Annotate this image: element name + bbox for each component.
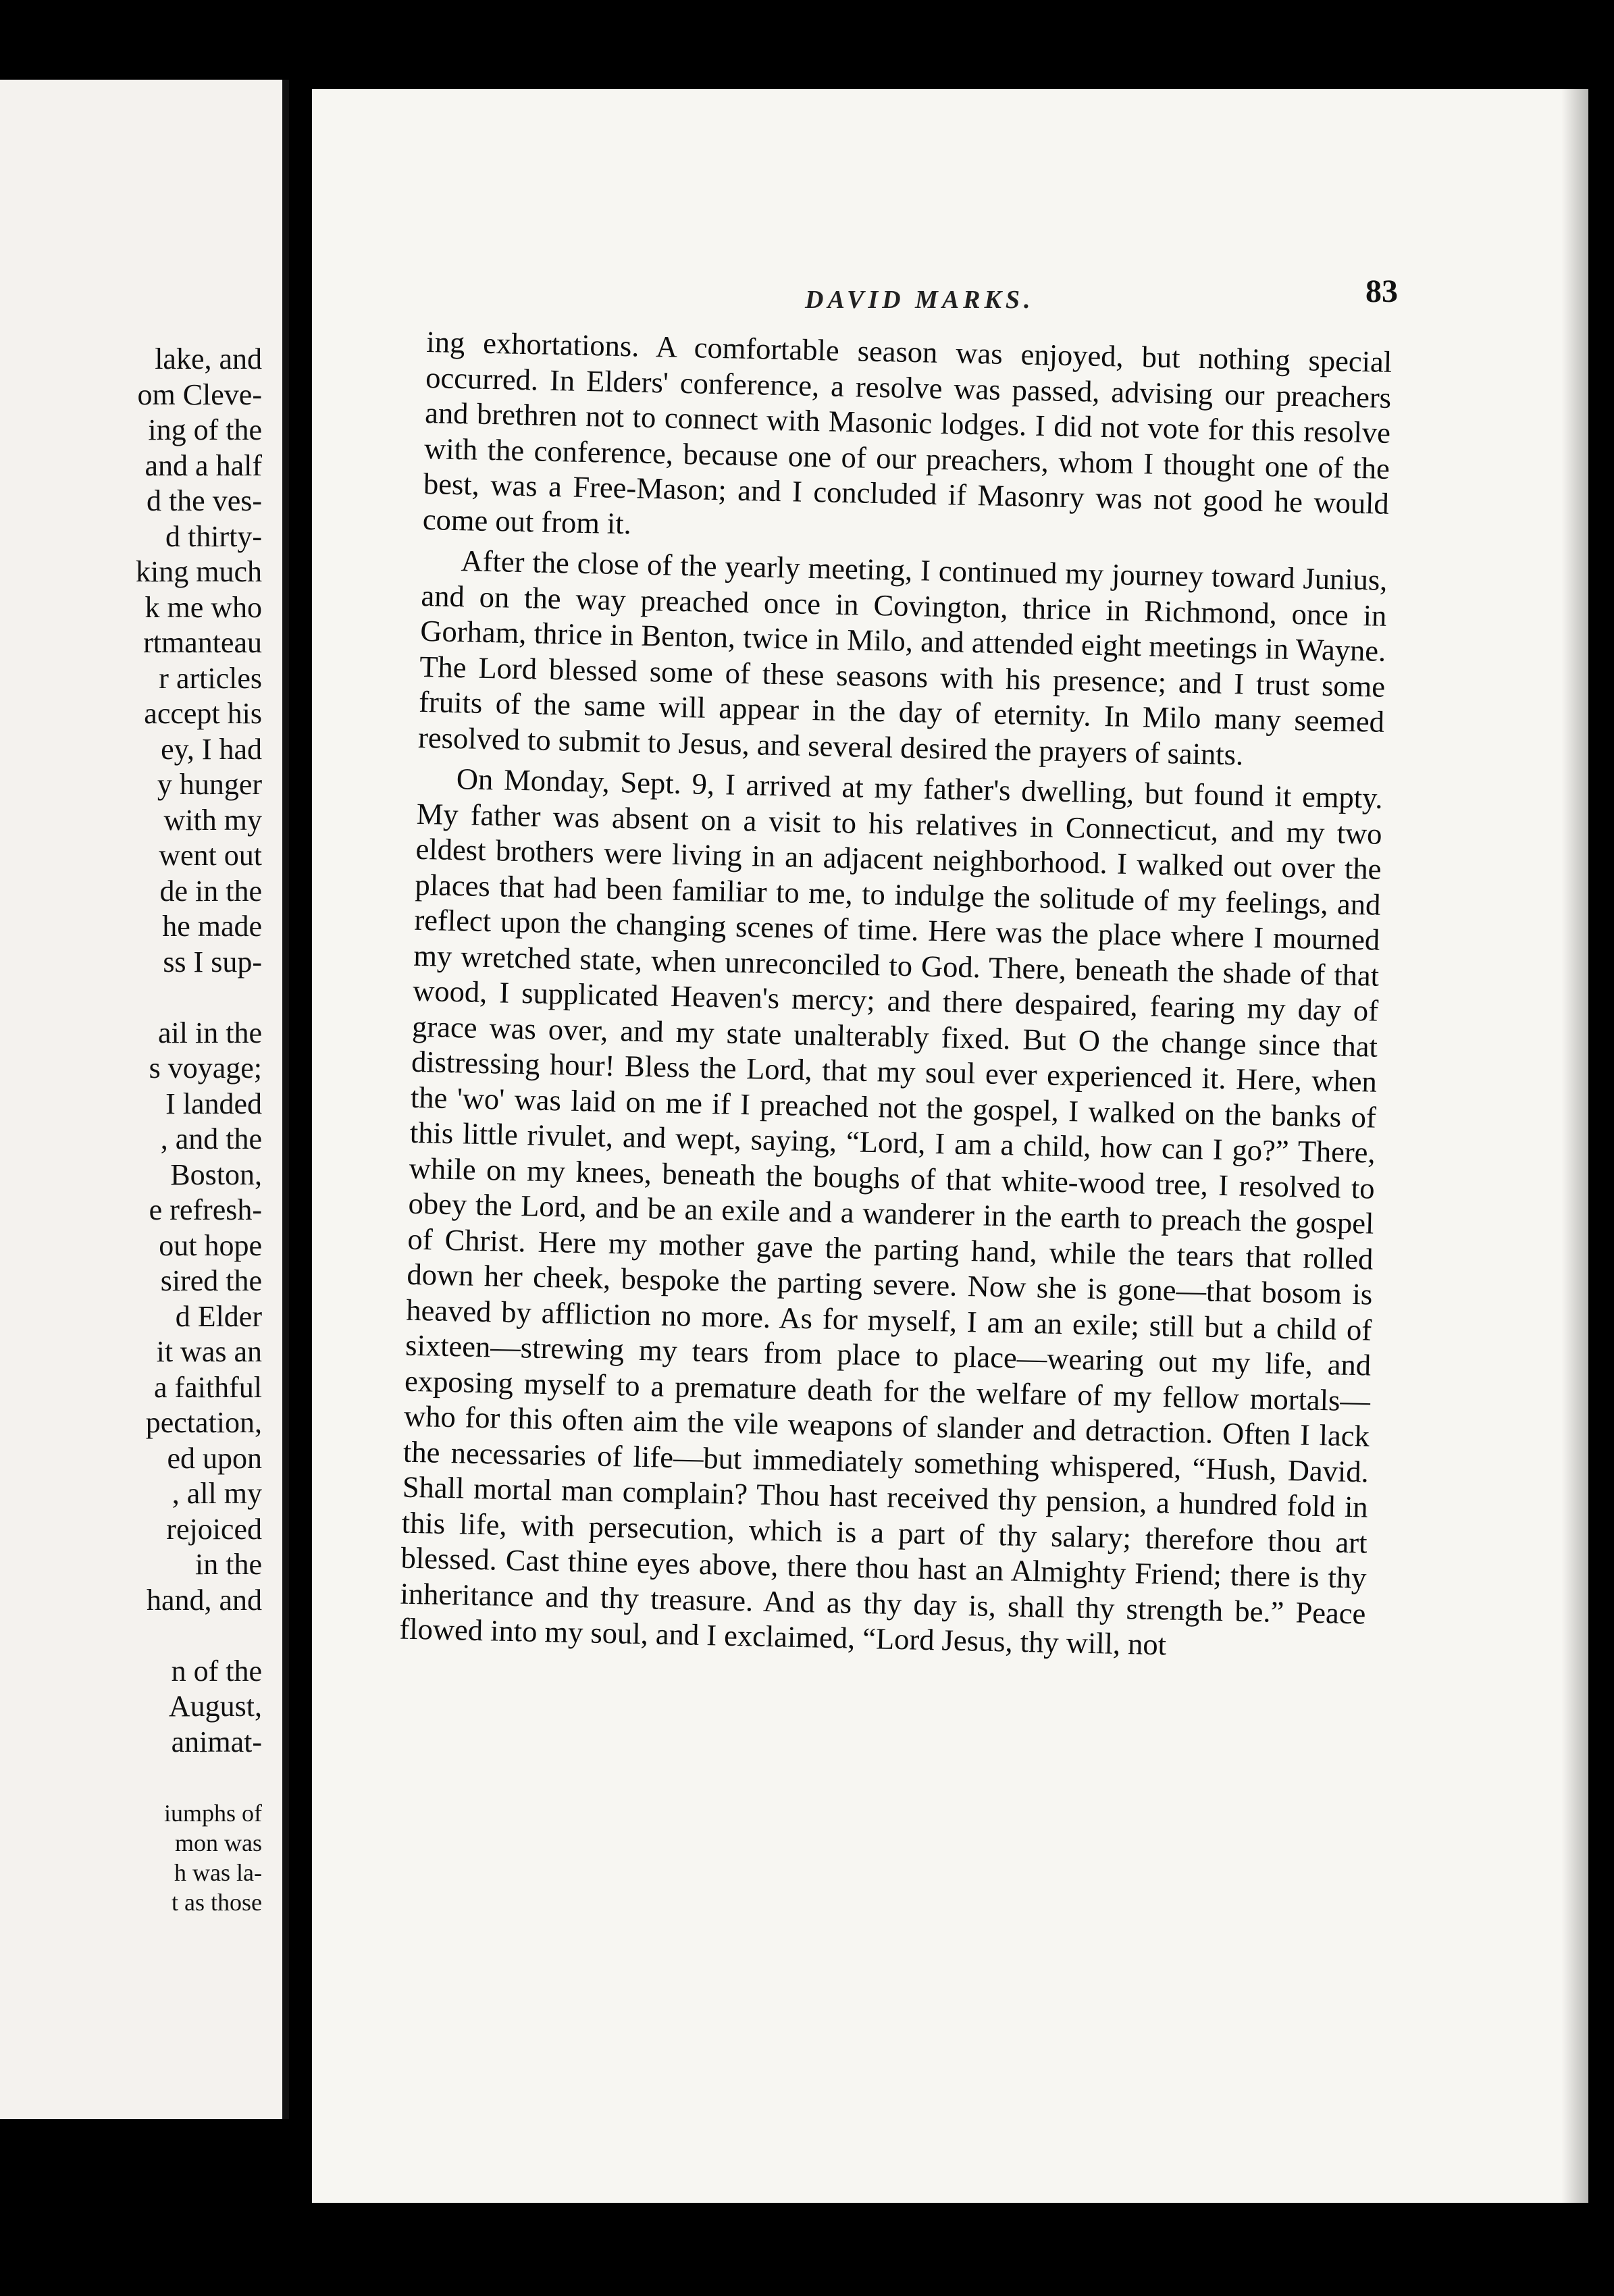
left-page-line: it was an xyxy=(156,1335,262,1368)
left-page-line: de in the xyxy=(159,874,262,908)
left-facing-page xyxy=(0,80,289,2119)
left-page-line: d the ves- xyxy=(146,484,262,517)
left-page-line: animat- xyxy=(171,1725,262,1758)
left-page-line: k me who xyxy=(145,590,262,624)
page-number: 83 xyxy=(1365,273,1398,309)
left-page-line: went out xyxy=(159,839,262,872)
left-page-line: mon was xyxy=(175,1829,262,1856)
left-page-line: hand, and xyxy=(146,1583,262,1617)
left-page-line: ing of the xyxy=(148,413,262,446)
left-page-line: he made xyxy=(162,910,262,943)
left-page-line: r articles xyxy=(159,661,262,695)
book-page xyxy=(312,89,1588,2203)
left-page-line: accept his xyxy=(144,697,262,730)
left-page-line: e refresh- xyxy=(149,1193,262,1226)
left-page-line: s voyage; xyxy=(149,1051,262,1085)
left-page-line: d thirty- xyxy=(165,519,262,553)
left-page-line: , all my xyxy=(172,1477,262,1510)
left-page-line: iumphs of xyxy=(163,1799,262,1827)
body-text xyxy=(399,324,1392,1667)
left-page-line: ail in the xyxy=(158,1016,262,1049)
left-page-line: Boston, xyxy=(170,1157,262,1191)
left-page-line: August, xyxy=(168,1690,262,1723)
left-page-line: I landed xyxy=(165,1087,262,1120)
running-head: DAVID MARKS. xyxy=(805,286,1035,314)
left-page-line: om Cleve- xyxy=(137,377,262,411)
left-page-line: sired the xyxy=(160,1264,262,1297)
left-page-line: h was la- xyxy=(174,1858,262,1886)
left-page-line: with my xyxy=(163,803,262,837)
left-page-line: n of the xyxy=(171,1654,262,1688)
left-page-line: y hunger xyxy=(157,768,262,801)
paragraph-1: ing exhortations. A comfortable season was enjoyed, but nothing special occurred. In Elders' conference, a resolve was passed, advising our preachers and brethren not to connect with Masonic lodges. I did not vote for this resolve with the conference, because one of our preachers, whom I thought one of the best, was a Free-Mason; and I concluded if Masonry was not good he would come out from it. xyxy=(422,324,1392,540)
left-page-line: lake, and xyxy=(155,342,262,375)
left-page-line: rtmanteau xyxy=(143,626,262,659)
paragraph-3: On Monday, Sept. 9, I arrived at my father's dwelling, but found it empty. My father was absent on a visit to his relatives in Connecticut, and my two eldest brothers were living in an adjacent neighborhood. I walked out over the places that had been familiar to me, to indulge the solitude of my feelings, and reflect upon the changing scenes of time. Here was the place where I mourned my wretched state, when unreconciled to God. There, beneath the shade of that wood, I supplicated Heaven's mercy; and there despaired, fearing my day of grace was over, and my state unalterably fixed. But O the change since that distressing hour! Bless the Lord, that my soul ever experienced it. Here, when the 'wo' was laid on me if I preached not the gospel, I walked on the banks of this little rivulet, and wept, saying, “Lord, I am a child, how can I go?” There, while on my knees, beneath the boughs of that white-wood tree, I resolved to obey the Lord, and be an exile and a wanderer in the earth to preach the gospel of Christ. Here my mother gave the parting hand, while the tears that rolled down her cheek, bespoke the parting severe. Now she is gone—that bosom is heaved by affliction no more. As for myself, I am an exile; still but a child of sixteen—strewing my tears from place to place—wearing out my life, and exposing myself to a premature death for the welfare of my fellow mortals—who for this often aim the vile weapons of slander and detraction. Often I lack the necessaries of life—but immediately something whispered, “Hush, David. Shall mortal man complain? Thou hast received thy pension, a hundred fold in this life, with persecution, which is a part of thy salary; therefore thou art blessed. Cast thine eyes above, there thou hast an Almighty Friend; there is thy inheritance and thy treasure. And as thy day is, shall thy strength be.” Peace flowed into my soul, and I exclaimed, “Lord Jesus, thy will, not xyxy=(399,762,1384,1662)
left-page-line: and a half xyxy=(145,448,262,482)
left-page-line: king much xyxy=(136,555,262,588)
left-page-line: pectation, xyxy=(145,1406,262,1439)
left-page-line: ed upon xyxy=(167,1441,262,1475)
left-page-line: , and the xyxy=(160,1122,262,1155)
left-page-line: t as those xyxy=(172,1888,262,1916)
left-page-line: rejoiced xyxy=(166,1512,262,1546)
paragraph-2: After the close of the yearly meeting, I continued my journey toward Junius, and on the way preached once in Covington, thrice in Richmond, once in Gorham, thrice in Benton, twice in Milo, and attended eight meetings in Wayne. The Lord blessed some of these seasons with his presence; and I trust some fruits of the same will appear in the day of eternity. In Milo many seemed resolved to submit to Jesus, and several desired the prayers of saints. xyxy=(417,544,1388,771)
left-page-line: a faithful xyxy=(153,1370,262,1404)
left-page-line: ss I sup- xyxy=(163,945,262,979)
left-page-line: d Elder xyxy=(175,1299,262,1333)
left-page-line: in the xyxy=(195,1548,262,1581)
left-page-line: ey, I had xyxy=(161,732,262,766)
left-page-line: out hope xyxy=(159,1228,262,1262)
